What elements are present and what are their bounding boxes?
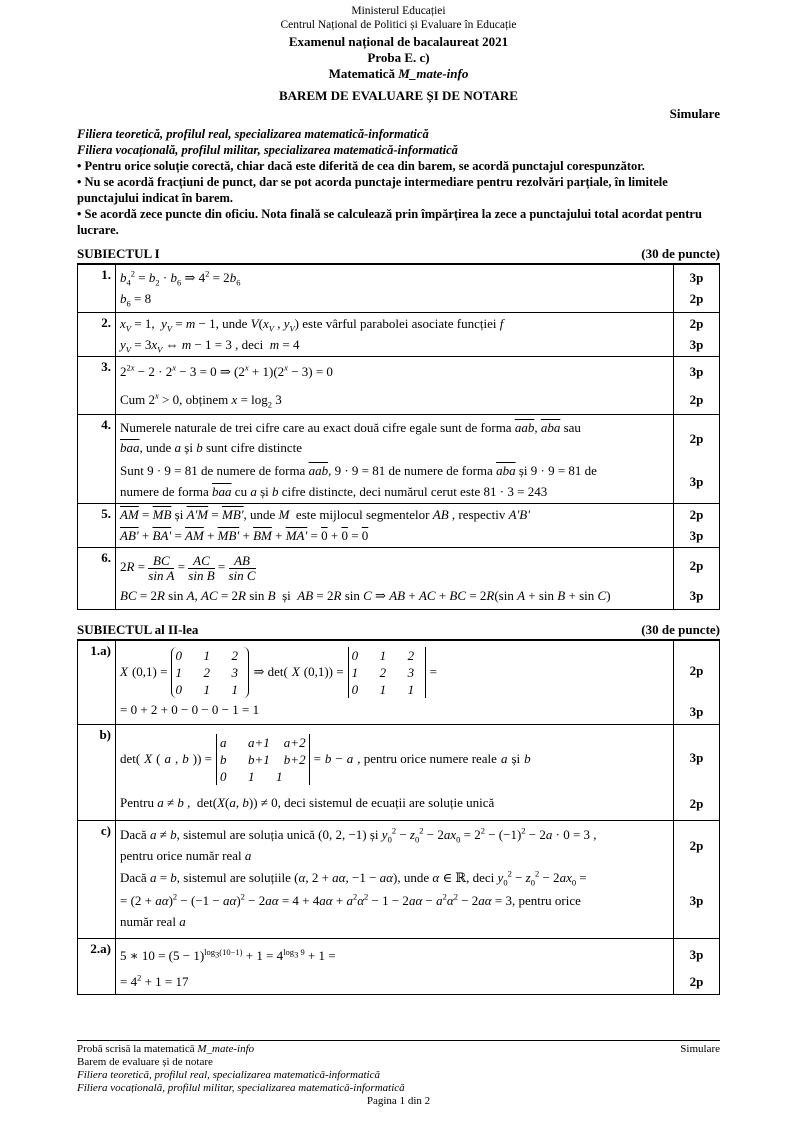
item-number: 2.a) bbox=[78, 939, 116, 995]
item-solution: X (0,1) = 0 1 2 1 2 3 0 1 1 ⇒ det( X (0,1)) = 0 1 2 1 2 3 0 1 1 = = 0 + 2 + 0 − 0 − 0 − 1 = 1 bbox=[116, 641, 674, 725]
table-row bbox=[78, 641, 720, 725]
item-solution: $\overline{AM} = \overline{MB}$ și A'M = MB', unde M este mijlocul segmentelor AB , respectiv A'B' $AB' + BA' = \overline{AM} + MB' + \overline{BM} + MA' = 0 + 0 = 0$ bbox=[116, 504, 674, 548]
footer-line-3: Filiera teoretică, profilul real, specializarea matematică-informatică bbox=[77, 1069, 380, 1081]
item-solution: det( X ( a , b )) = a a+1 a+2 b b+1 b+2 0 1 1 = b − a , pentru orice numere reale a și b Pentru a ≠ b , det(X(a, b)) ≠ 0, deci sistemul de ecuații are soluție unică bbox=[116, 725, 674, 821]
item-number: 6. bbox=[78, 548, 116, 610]
item-points: 3p 2p bbox=[674, 939, 720, 995]
item-number: 2. bbox=[78, 313, 116, 357]
table-row bbox=[78, 313, 720, 357]
item-points: 3p 2p bbox=[674, 357, 720, 415]
table-row bbox=[78, 357, 720, 415]
document-page bbox=[77, 0, 720, 995]
subiect-1-header bbox=[77, 246, 720, 264]
item-solution: $b_4^2 = b_2 \cdot b_6$ ⇒ $4^2 = 2b_6$ $b_6 = 8$ bbox=[116, 265, 674, 313]
proba-title: Proba E. c) bbox=[367, 50, 430, 65]
simulare-label: Simulare bbox=[669, 106, 720, 121]
item-points: 3p 2p bbox=[674, 725, 720, 821]
rule-2: • Nu se acordă fracțiuni de punct, dar se pot acorda punctaje intermediare pentru rezolvări parțiale, în limitele punctajului indicat în barem. bbox=[77, 175, 668, 205]
filiera-2: Filiera vocațională, profilul militar, specializarea matematică-informatică bbox=[77, 143, 458, 157]
item-number: 5. bbox=[78, 504, 116, 548]
center-name: Centrul Național de Politici și Evaluare în Educație bbox=[280, 19, 517, 31]
item-solution: 5 ∗ $10 = (5 - 1)^{log_3(10-1)} + 1 = 4^{log_3 9} + 1$ = = $4^2 + 1 = 17$ bbox=[116, 939, 674, 995]
item-number: 1. bbox=[78, 265, 116, 313]
table-row bbox=[78, 821, 720, 939]
item-points: 2p 3p bbox=[674, 313, 720, 357]
item-solution: $2^{2x} - 2 \cdot 2^x - 3 = 0$ ⇒ $(2^x + 1)(2^x - 3) = 0$ Cum $2^x > 0$, obținem $x = \log_2 3$ bbox=[116, 357, 674, 415]
item-number: b) bbox=[78, 725, 116, 821]
item-points: 2p 3p bbox=[674, 641, 720, 725]
subject-title: Matematică M_mate-info bbox=[328, 66, 469, 81]
footer-simulare: Simulare bbox=[680, 1043, 720, 1055]
item-solution: Dacă a ≠ b, sistemul are soluția unică (0, 2, −1) și $y_0^2 - z_0^2 - 2ax_0 = 2^2 - (-1)^2 - 2a \cdot 0 = 3$ , pentru orice număr real a Dacă a = b, sistemul are soluțiile (α, 2 + aα, −1 − aα), unde α ∈ ℝ, deci $y_0^2 - z_0^2 - 2ax_0$ = = $(2 + a\alpha)^2 - (-1 - a\alpha)^2 - 2a\alpha = 4 + 4a\alpha + a^2\alpha^2 - 1 - 2a\alpha - a^2\alpha^2 - 2a\alpha = 3$, pentru orice număr real a bbox=[116, 821, 674, 939]
item-number: 4. bbox=[78, 415, 116, 504]
item-solution: $x_V = 1$, $y_V = m - 1$, unde $V(x_V$ , $y_V$) este vârful parabolei asociate funcției f $y_V = 3x_V$ ⇔ m − 1 = 3 , deci m = 4 bbox=[116, 313, 674, 357]
subiect-2-table bbox=[77, 640, 720, 995]
table-row bbox=[78, 415, 720, 504]
item-number: 1.a) bbox=[78, 641, 116, 725]
footer-line-1: Probă scrisă la matematică M_mate-info bbox=[77, 1043, 255, 1055]
page-footer bbox=[77, 1040, 720, 1108]
filiera-1: Filiera teoretică, profilul real, specializarea matematică-informatică bbox=[77, 127, 429, 141]
table-row bbox=[78, 725, 720, 821]
table-row bbox=[78, 548, 720, 610]
barem-title: BAREM DE EVALUARE ȘI DE NOTARE bbox=[279, 88, 518, 103]
subiect-1-points: (30 de puncte) bbox=[641, 246, 720, 261]
subiect-1-table bbox=[77, 264, 720, 610]
footer-line-2: Barem de evaluare și de notare bbox=[77, 1056, 213, 1068]
rule-1: • Pentru orice soluție corectă, chiar dacă este diferită de cea din barem, se acordă punctajul corespunzător. bbox=[77, 159, 645, 173]
item-points: 3p 2p bbox=[674, 265, 720, 313]
item-points: 2p 3p bbox=[674, 415, 720, 504]
item-number: c) bbox=[78, 821, 116, 939]
ministry-name: Ministerul Educației bbox=[351, 5, 446, 17]
table-row bbox=[78, 939, 720, 995]
item-points: 2p 3p bbox=[674, 548, 720, 610]
item-points: 2p 3p bbox=[674, 821, 720, 939]
table-row bbox=[78, 504, 720, 548]
subiect-2-points: (30 de puncte) bbox=[641, 622, 720, 637]
table-row bbox=[78, 265, 720, 313]
item-solution: Numerele naturale de trei cifre care au exact două cifre egale sunt de forma $\overline{aab}$, $\overline{aba}$ sau $\overline{baa}$, unde a și b sunt cifre distincte Sunt 9 · 9 = 81 de numere de forma $\overline{aab}$, 9 · 9 = 81 de numere de forma $\overline{aba}$ și 9 · 9 = 81 de numere de forma $\overline{baa}$ cu a și b cifre distincte, deci numărul cerut este 81 · 3 = 243 bbox=[116, 415, 674, 504]
item-points: 2p 3p bbox=[674, 504, 720, 548]
exam-title: Examenul național de bacalaureat 2021 bbox=[288, 34, 509, 49]
subiect-1-title: SUBIECTUL I bbox=[77, 246, 160, 261]
rule-3: • Se acordă zece puncte din oficiu. Nota finală se calculează prin împărțirea la zece a punctajului total acordat pentru lucrare. bbox=[77, 207, 702, 237]
subiect-2-title: SUBIECTUL al II-lea bbox=[77, 622, 199, 637]
item-number: 3. bbox=[78, 357, 116, 415]
intro-block bbox=[77, 126, 720, 238]
subiect-2-header bbox=[77, 622, 720, 640]
page-number: Pagina 1 din 2 bbox=[366, 1095, 431, 1107]
item-solution: 2R = $\frac{BC}{\text{sin A}}$ = $\frac{AC}{\text{sin B}}$ = $\frac{AB}{\text{sin C}}$ BC = 2R sin A, AC = 2R sin B și AB = 2R sin C ⇒ AB + AC + BC = 2R(sin A + sin B + sin C) bbox=[116, 548, 674, 610]
footer-line-4: Filiera vocațională, profilul militar, specializarea matematică-informatică bbox=[77, 1082, 405, 1094]
